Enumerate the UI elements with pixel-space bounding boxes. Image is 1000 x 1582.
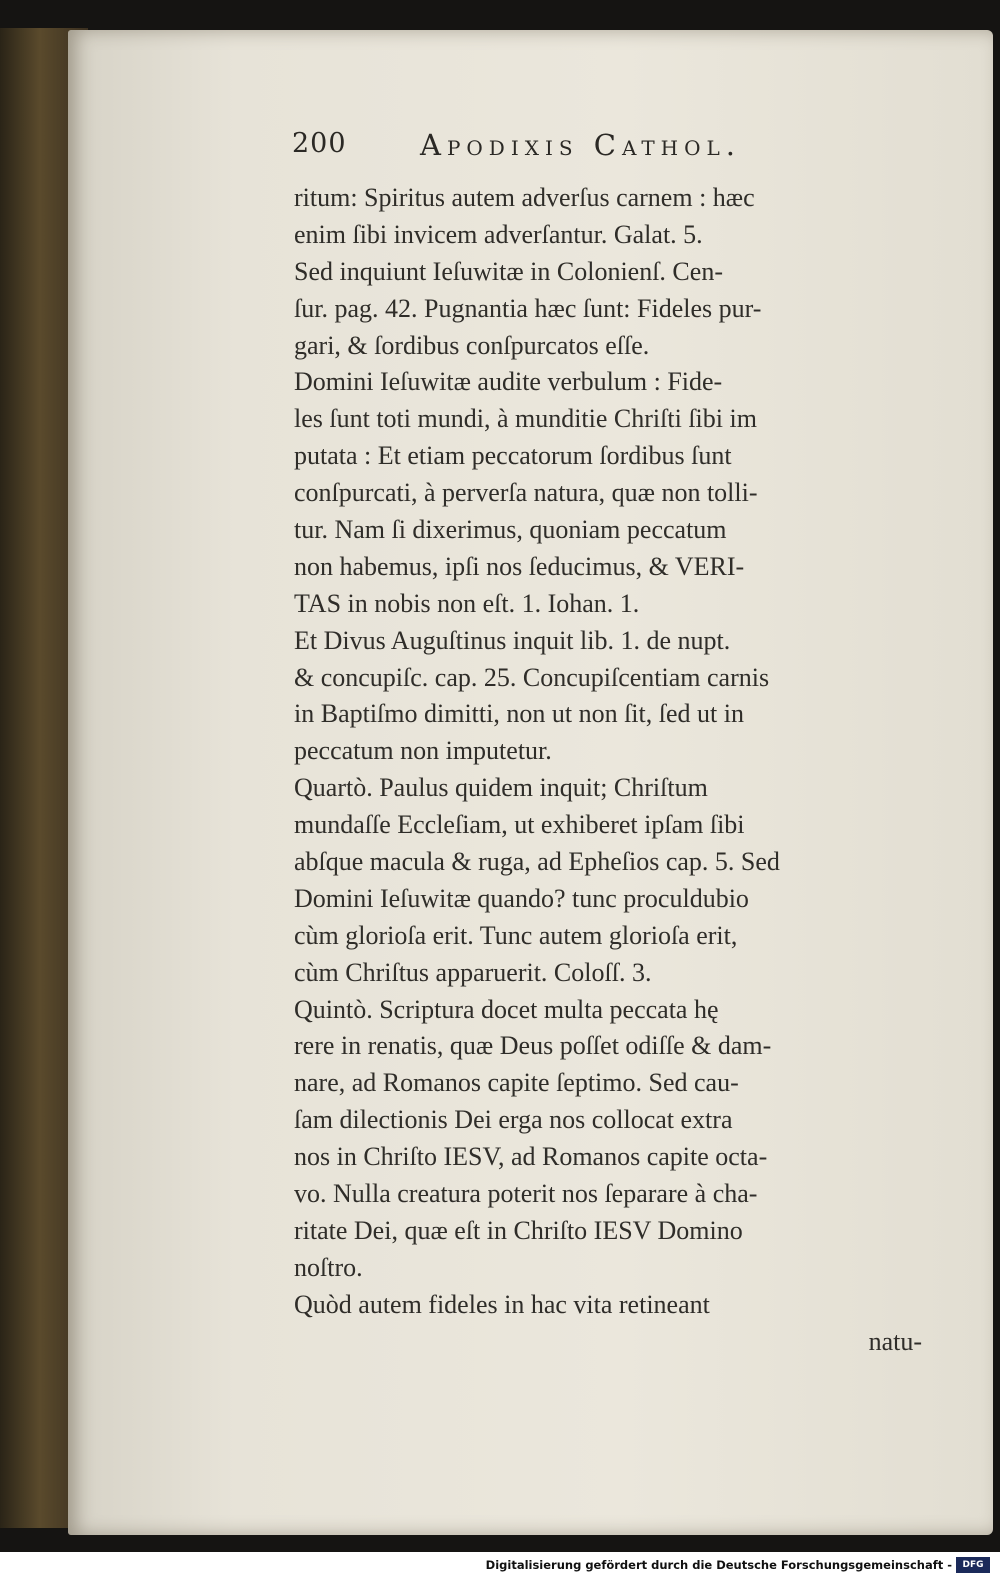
text-line: enim ſibi invicem adverſantur. Galat. 5. (294, 219, 703, 249)
text-line: in Baptiſmo dimitti, non ut non ſit, ſed ut in (294, 699, 744, 729)
text-line: peccatum non imputetur. (294, 736, 552, 766)
text-line: vo. Nulla creatura poterit nos ſeparare à cha- (294, 1179, 758, 1209)
text-line: TAS in nobis non eſt. 1. Iohan. 1. (294, 588, 640, 618)
text-line: Domini Ieſuwitæ audite verbulum : Fide- (294, 367, 723, 397)
text-line: ſam dilectionis Dei erga nos collocat extra (294, 1105, 733, 1135)
text-line: Et Divus Auguſtinus inquit lib. 1. de nupt. (294, 625, 731, 655)
running-title: Apodixis Cathol. (420, 128, 742, 162)
text-line: Quartò. Paulus quidem inquit; Chriſtum (294, 773, 708, 803)
text-line: nare, ad Romanos capite ſeptimo. Sed cau- (294, 1068, 739, 1098)
text-line: Quòd autem fideles in hac vita retineant (294, 1289, 710, 1319)
text-line: cùm glorioſa erit. Tunc autem glorioſa erit, (294, 920, 738, 950)
text-line: ſur. pag. 42. Pugnantia hæc ſunt: Fideles pur- (294, 293, 762, 323)
page-number: 200 (292, 128, 347, 159)
running-head (292, 128, 852, 168)
text-line: gari, & ſordibus conſpurcatos eſſe. (294, 330, 650, 360)
footer-bar (0, 1552, 1000, 1582)
text-line: Quintò. Scriptura docet multa peccata hę (294, 994, 719, 1024)
text-line: ritum: Spiritus autem adverſus carnem : hæc (294, 183, 755, 212)
text-line: tur. Nam ſi dixerimus, quoniam peccatum (294, 515, 727, 545)
text-line: noſtro. (294, 1252, 363, 1282)
funding-credit: Digitalisierung gefördert durch die Deutsche Forschungsgemeinschaft - (485, 1558, 952, 1572)
body-text (294, 180, 944, 1361)
text-line: nos in Chriſto IESV, ad Romanos capite octa- (294, 1142, 768, 1172)
text-line: les ſunt toti mundi, à munditie Chriſti ſibi im (294, 404, 757, 434)
text-line: & concupiſc. cap. 25. Concupiſcentiam carnis (294, 662, 770, 692)
text-line: Sed inquiunt Ieſuwitæ in Colonienſ. Cen- (294, 256, 723, 286)
dfg-logo-icon: DFG (956, 1557, 990, 1573)
text-line: rere in renatis, quæ Deus poſſet odiſſe & dam- (294, 1031, 772, 1061)
text-line: non habemus, ipſi nos ſeducimus, & VERI- (294, 551, 745, 581)
catchword: natu- (868, 1326, 922, 1356)
text-line: mundaſſe Eccleſiam, ut exhiberet ipſam ſibi (294, 810, 745, 840)
text-line: abſque macula & ruga, ad Epheſios cap. 5. Sed (294, 847, 780, 877)
text-line: Domini Ieſuwitæ quando? tunc proculdubio (294, 883, 749, 913)
text-line: conſpurcati, à perverſa natura, quæ non tolli- (294, 478, 758, 508)
text-line: putata : Et etiam peccatorum ſordibus ſunt (294, 441, 732, 471)
text-line: ritate Dei, quæ eſt in Chriſto IESV Domino (294, 1215, 743, 1245)
text-line: cùm Chriſtus apparuerit. Coloſſ. 3. (294, 957, 652, 987)
